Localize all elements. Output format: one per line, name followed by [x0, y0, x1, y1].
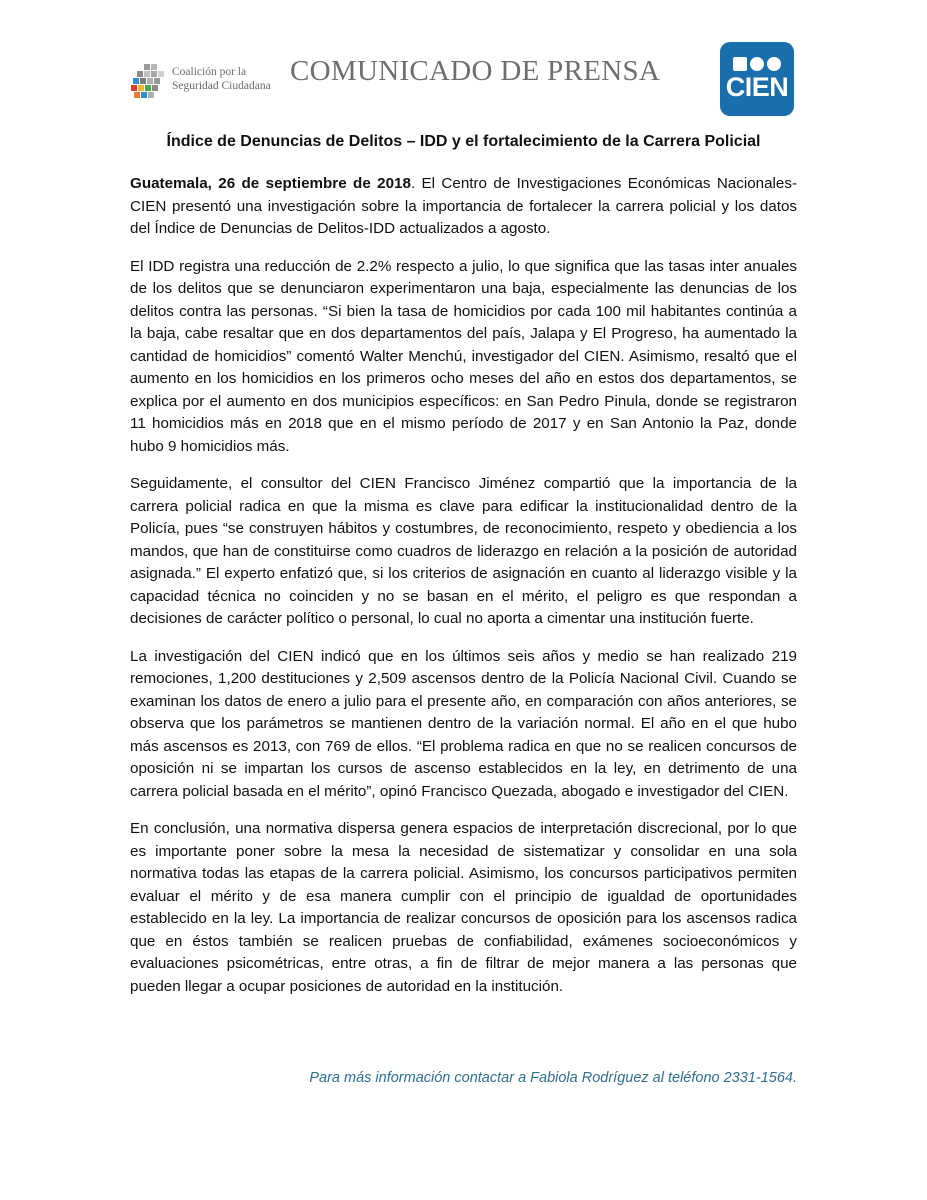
dateline: Guatemala, 26 de septiembre de 2018 [130, 175, 411, 192]
document-body [130, 173, 797, 1013]
paragraph-1-text: . El Centro de Investigaciones Económicas Nacionales- CIEN presentó una investigación sobre la importancia de fortalecer la carrera policial y los datos del Índice de Denuncias de Delitos-IDD actualizados a agosto. [130, 175, 798, 237]
contact-info: Para más información contactar a Fabiola Rodríguez al teléfono 2331-1564. [309, 1070, 797, 1086]
press-release-heading: COMUNICADO DE PRENSA [290, 55, 661, 87]
coalicion-name [172, 65, 271, 93]
document-title: Índice de Denuncias de Delitos – IDD y el fortalecimiento de la Carrera Policial [166, 133, 761, 150]
coalicion-mark-icon [130, 62, 166, 100]
paragraph-4: La investigación del CIEN indicó que en los últimos seis años y medio se han realizado 219 remociones, 1,200 destituciones y 2,509 ascensos dentro de la Policía Nacional Civil. Cuando se examinan los datos de enero a julio para el presente año, en comparación con años anteriores, se observa que los parámetros se mantienen dentro de la variación normal. El año en el que hubo más ascensos es 2013, con 769 de ellos. “El problema radica en que no se realicen concursos de oposición ni se impartan los cursos de ascenso establecidos en la ley, en detrimento de una carrera policial basada en el mérito”, opinó Francisco Quezada, abogado e investigador del CIEN. [130, 647, 797, 800]
coalicion-logo [130, 62, 280, 102]
cien-logo [720, 42, 794, 116]
document-header [0, 0, 927, 130]
paragraph-5: En conclusión, una normativa dispersa genera espacios de interpretación discrecional, por lo que es importante poner sobre la mesa la necesidad de sistematizar y consolidar en una sola normativa todas las etapas de la carrera policial. Asimismo, los concursos participativos permiten evaluar el mérito y de esa manera cumplir con el principio de igualdad de oportunidades establecido en la ley. La importancia de realizar concursos de oposición para los ascensos radica que en éstos también se realicen pruebas de confiabilidad, exámenes socioeconómicos y evaluaciones psicométricas, entre otras, a fin de filtrar de mejor manera a las personas que pueden llegar a ocupar posiciones de autoridad en la institución. [130, 820, 797, 995]
cien-logo-text: CIEN [725, 72, 789, 102]
paragraph-1 [130, 173, 797, 241]
coalicion-line1: Coalición por la [172, 66, 247, 78]
coalicion-line2: Seguridad Ciudadana [172, 80, 271, 92]
paragraph-2: El IDD registra una reducción de 2.2% respecto a julio, lo que significa que las tasas inter anuales de los delitos que se denunciaron experimentaron una baja, especialmente las denuncias de los delitos contra las personas. “Si bien la tasa de homicidios por cada 100 mil habitantes continúa a la baja, cabe resaltar que en dos departamentos del país, Jalapa y El Progreso, ha aumentado la cantidad de homicidios” comentó Walter Menchú, investigador del CIEN. Asimismo, resaltó que el aumento en los homicidios en los primeros ocho meses del año en estos dos departamentos, se explica por el aumento en dos municipios específicos: en San Pedro Pinula, donde se registraron 11 homicidios más en 2018 que en el mismo período de 2017 y en San Antonio la Paz, donde hubo 9 homicidios más. [130, 257, 797, 455]
paragraph-3: Seguidamente, el consultor del CIEN Francisco Jiménez compartió que la importancia de la carrera policial radica en que la misma es clave para edificar la institucionalidad dentro de la Policía, pues “se construyen hábitos y costumbres, de reconocimiento, respeto y obediencia a los mandos, que han de constituirse como cuadros de liderazgo en relación a la posición de autoridad asignada.” El experto enfatizó que, si los criterios de asignación en cuanto al liderazgo visible y la capacidad técnica no coinciden y no se basan en el mérito, el peligro es que respondan a decisiones de carácter político o personal, lo cual no aporta a cimentar una institución fuerte. [130, 475, 797, 627]
